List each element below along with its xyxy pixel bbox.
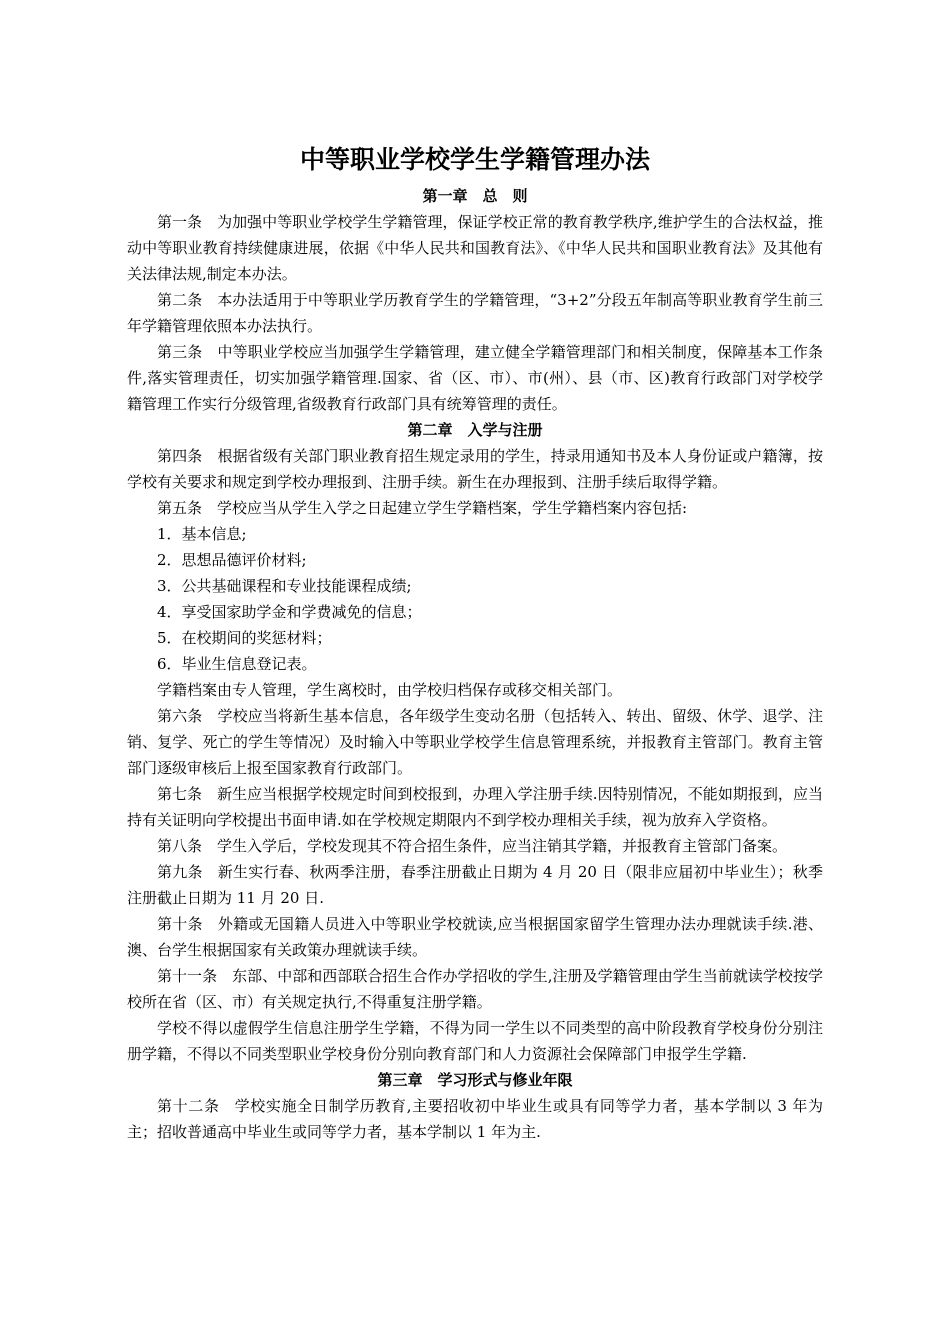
article-7 [127, 781, 823, 833]
article-11 [127, 963, 823, 1015]
article-8 [127, 833, 823, 859]
article-10-text: 外籍或无国籍人员进入中等职业学校就读,应当根据国家留学生管理办法办理就读手续.港、澳、台学生根据国家有关政策办理就读手续。 [127, 915, 823, 959]
article-5 [127, 495, 823, 521]
chapter-2-heading: 第二章 入学与注册 [407, 421, 543, 439]
article-7-label: 第七条 [157, 785, 203, 803]
article-1 [127, 209, 823, 287]
article-1-label: 第一条 [157, 213, 203, 231]
article-6-label: 第六条 [157, 707, 203, 725]
article-5-label: 第五条 [157, 499, 203, 517]
article-2 [127, 287, 823, 339]
list-item: 6．毕业生信息登记表。 [157, 655, 317, 673]
article-11-label: 第十一条 [157, 967, 218, 985]
document-title: 中等职业学校学生学籍管理办法 [299, 145, 650, 174]
article-9 [127, 859, 823, 911]
article-5-text: 学校应当从学生入学之日起建立学生学籍档案，学生学籍档案内容包括: [217, 499, 688, 517]
chapter-3-heading: 第三章 学习形式与修业年限 [377, 1071, 573, 1089]
article-11-note: 学校不得以虚假学生信息注册学生学籍，不得为同一学生以不同类型的高中阶段教育学校身份分别注册学籍，不得以不同类型职业学校身份分别向教育部门和人力资源社会保障部门申报学生学籍. [127, 1019, 823, 1063]
article-3-text: 中等职业学校应当加强学生学籍管理，建立健全学籍管理部门和相关制度，保障基本工作条件,落实管理责任，切实加强学籍管理.国家、省（区、市）、市(州）、县（市、区)教育行政部门对学校学籍管理工作实行分级管理,省级教育行政部门具有统筹管理的责任。 [127, 343, 823, 413]
article-12-label: 第十二条 [157, 1097, 220, 1115]
article-10 [127, 911, 823, 963]
article-12 [127, 1093, 823, 1145]
article-4 [127, 443, 823, 495]
list-item: 3．公共基础课程和专业技能课程成绩; [157, 577, 412, 595]
article-2-label: 第二条 [157, 291, 203, 309]
article-4-label: 第四条 [157, 447, 203, 465]
list-item: 2．思想品德评价材料; [157, 551, 307, 569]
article-3 [127, 339, 823, 417]
list-item: 4．享受国家助学金和学费减免的信息； [157, 603, 422, 621]
article-12-text: 学校实施全日制学历教育,主要招收初中毕业生或具有同等学力者，基本学制以 3 年为主；招收普通高中毕业生或同等学力者，基本学制以 1 年为主. [127, 1097, 823, 1141]
article-3-label: 第三条 [157, 343, 203, 361]
article-9-text: 新生实行春、秋两季注册，春季注册截止日期为 4 月 20 日（限非应届初中毕业生）；秋季注册截止日期为 11 月 20 日. [127, 863, 823, 907]
article-1-text: 为加强中等职业学校学生学籍管理，保证学校正常的教育教学秩序,维护学生的合法权益，推动中等职业教育持续健康进展，依据《中华人民共和国教育法》、《中华人民共和国职业教育法》及其他有关法律法规,制定本办法。 [127, 213, 823, 283]
article-5-note: 学籍档案由专人管理，学生离校时，由学校归档保存或移交相关部门。 [157, 681, 623, 699]
article-9-label: 第九条 [157, 863, 203, 881]
list-item: 1．基本信息; [157, 525, 247, 543]
article-11-text: 东部、中部和西部联合招生合作办学招收的学生,注册及学籍管理由学生当前就读学校按学校所在省（区、市）有关规定执行,不得重复注册学籍。 [127, 967, 823, 1011]
article-8-label: 第八条 [157, 837, 203, 855]
list-item: 5．在校期间的奖惩材料； [157, 629, 332, 647]
article-2-text: 本办法适用于中等职业学历教育学生的学籍管理，“3+2”分段五年制高等职业教育学生前三年学籍管理依照本办法执行。 [127, 291, 823, 335]
article-8-text: 学生入学后，学校发现其不符合招生条件，应当注销其学籍，并报教育主管部门备案。 [217, 837, 788, 855]
document-body [127, 140, 823, 1145]
article-7-text: 新生应当根据学校规定时间到校报到，办理入学注册手续.因特别情况，不能如期报到，应当持有关证明向学校提出书面申请.如在学校规定期限内不到学校办理相关手续，视为放弃入学资格。 [127, 785, 823, 829]
chapter-1-heading: 第一章 总 则 [422, 187, 528, 205]
article-6-text: 学校应当将新生基本信息，各年级学生变动名册（包括转入、转出、留级、休学、退学、注销、复学、死亡的学生等情况）及时输入中等职业学校学生信息管理系统，并报教育主管部门。教育主管部门逐级审核后上报至国家教育行政部门。 [127, 707, 823, 777]
article-4-text: 根据省级有关部门职业教育招生规定录用的学生，持录用通知书及本人身份证或户籍簿，按学校有关要求和规定到学校办理报到、注册手续。新生在办理报到、注册手续后取得学籍。 [127, 447, 823, 491]
article-10-label: 第十条 [157, 915, 203, 933]
article-6 [127, 703, 823, 781]
